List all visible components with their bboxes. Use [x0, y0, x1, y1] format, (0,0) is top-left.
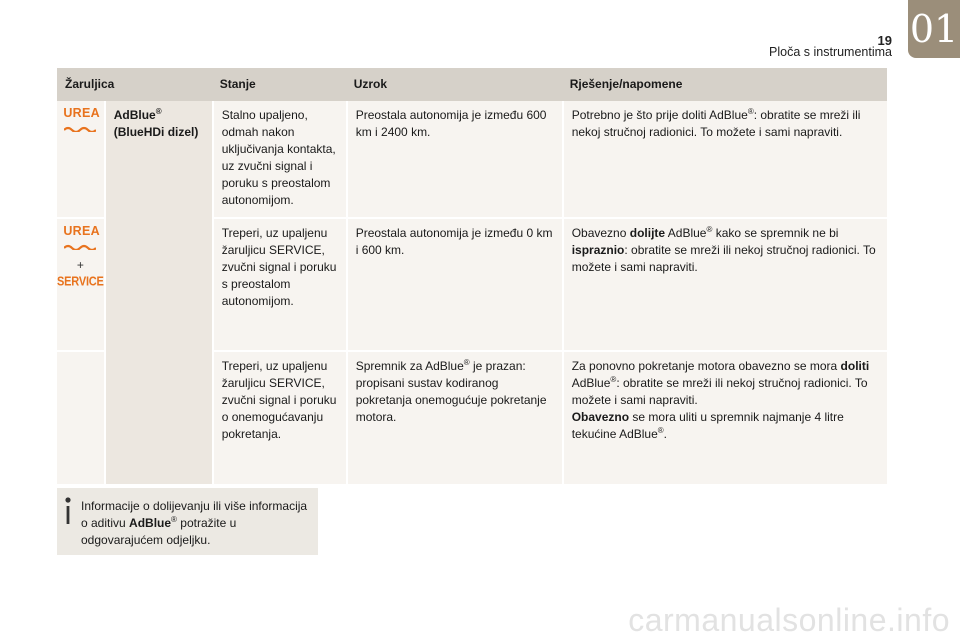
solution-cell: Obavezno dolijte AdBlue® kako se spremnik ne bi ispraznio: obratite se mreži ili nekoj stručnoj radionici. To možete i sami napraviti.: [562, 217, 887, 350]
state-cell: Treperi, uz upaljenu žaruljicu SERVICE, zvučni signal i poruku o onemogućavanju pokretanja.: [212, 350, 346, 484]
header-indicator: Žaruljica: [57, 68, 212, 101]
urea-warning-icon: UREA: [63, 107, 97, 137]
urea-warning-icon: UREA: [63, 225, 97, 255]
indicator-name: AdBlue: [113, 108, 156, 122]
page-number: 19: [877, 33, 892, 48]
cause-cell: Preostala autonomija je između 600 km i 2400 km.: [346, 101, 562, 217]
indicator-engine: (BlueHDi dizel): [113, 125, 199, 139]
indicator-name-cell: [104, 101, 212, 484]
service-warning-icon: SERVICE: [57, 275, 104, 289]
chapter-title: Ploča s instrumentima: [769, 45, 892, 59]
info-icon: [61, 496, 75, 526]
header-solution: Rješenje/napomene: [562, 68, 887, 101]
table-header-row: [57, 68, 887, 101]
wave-icon: [64, 126, 96, 132]
plus-sign: +: [76, 258, 84, 272]
solution-cell: Potrebno je što prije doliti AdBlue®: obratite se mreži ili nekoj stručnoj radionici. To možete i sami napraviti.: [562, 101, 887, 217]
watermark: carmanualsonline.info: [628, 602, 950, 638]
chapter-tab: 01: [908, 0, 960, 58]
state-cell: Treperi, uz upaljenu žaruljicu SERVICE, zvučni signal i poruku s preostalom autonomijom.: [212, 217, 346, 350]
state-cell: Stalno upaljeno, odmah nakon uključivanja kontakta, uz zvučni signal i poruku s preostalom autonomijom.: [212, 101, 346, 217]
icon-cell: [57, 217, 104, 350]
header-state: Stanje: [212, 68, 346, 101]
table-row: [57, 101, 887, 217]
header-cause: Uzrok: [346, 68, 562, 101]
solution-cell: Za ponovno pokretanje motora obavezno se mora doliti AdBlue®: obratite se mreži ili nekoj stručnoj radionici. To možete i sami napraviti. Obavezno se mora uliti u spremnik najmanje 4 litre tekućine AdBlue®.: [562, 350, 887, 484]
info-text: Informacije o dolijevanju ili više informacija o aditivu AdBlue® potražite u odgovarajućem odjeljku.: [81, 499, 308, 547]
cause-cell: Preostala autonomija je između 0 km i 600 km.: [346, 217, 562, 350]
warning-lights-table: [57, 68, 887, 484]
cause-cell: Spremnik za AdBlue® je prazan: propisani sustav kodiranog pokretanja onemogućuje pokretanje motora.: [346, 350, 562, 484]
wave-icon: [64, 244, 96, 250]
icon-cell: [57, 350, 104, 484]
info-box: [57, 488, 318, 555]
registered-mark: ®: [155, 107, 162, 116]
icon-cell: [57, 101, 104, 217]
